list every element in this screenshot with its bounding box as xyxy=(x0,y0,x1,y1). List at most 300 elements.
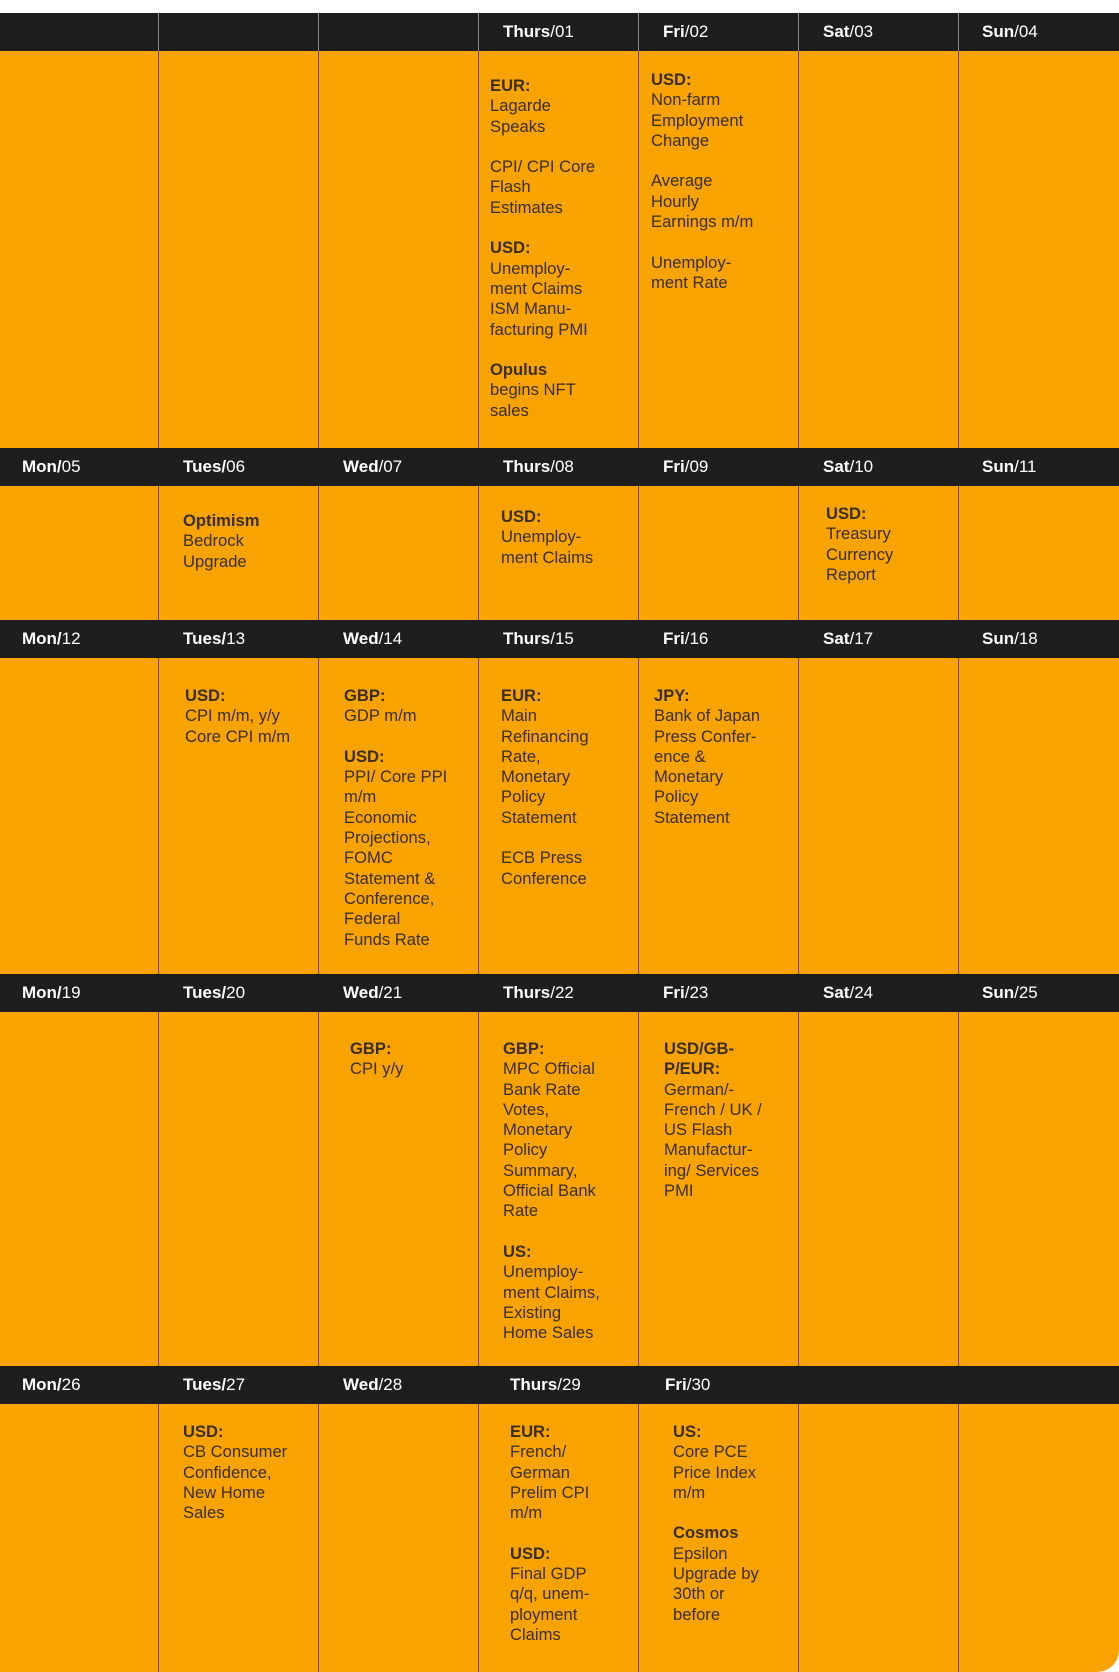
day-label xyxy=(982,983,1038,1003)
event-item xyxy=(490,76,595,137)
column-divider xyxy=(158,658,159,974)
event-item xyxy=(490,157,595,218)
column-divider xyxy=(798,1404,799,1672)
event-line: ment Claims xyxy=(490,278,583,298)
day-number: /16 xyxy=(684,629,709,648)
event-line: MPC Official xyxy=(503,1059,595,1079)
event-line: Main xyxy=(501,706,537,726)
event-line: Monetary xyxy=(503,1120,573,1140)
day-events xyxy=(344,686,447,950)
day-label xyxy=(982,22,1038,42)
column-divider xyxy=(158,1404,159,1672)
event-item xyxy=(501,507,593,568)
event-line: ing/ Services xyxy=(664,1160,759,1180)
event-line: German/- xyxy=(664,1079,735,1099)
day-name: Sat xyxy=(823,983,850,1002)
event-line: q/q, unem- xyxy=(510,1584,590,1604)
event-line: ence & xyxy=(654,746,706,766)
header-divider xyxy=(478,13,479,51)
day-name: Sat xyxy=(823,457,850,476)
day-label xyxy=(183,1375,245,1395)
column-divider xyxy=(478,51,479,448)
event-title: USD: xyxy=(185,686,226,705)
day-name: Thurs xyxy=(503,983,551,1002)
column-divider xyxy=(958,1012,959,1366)
event-line: m/m xyxy=(510,1503,543,1523)
event-line: ment Claims xyxy=(501,547,594,567)
event-item xyxy=(183,1422,287,1523)
day-number: 13 xyxy=(226,629,246,648)
event-line: Upgrade by xyxy=(673,1564,759,1584)
day-label xyxy=(183,629,245,649)
event-item xyxy=(503,1242,600,1343)
day-events xyxy=(490,76,595,421)
event-line: Press Confer- xyxy=(654,726,757,746)
day-number: 26 xyxy=(61,1375,81,1394)
event-item xyxy=(185,686,290,747)
header-divider xyxy=(158,620,159,658)
day-name: Sat xyxy=(823,22,850,41)
day-label xyxy=(663,22,708,42)
event-line: Monetary xyxy=(501,767,571,787)
day-number: 27 xyxy=(226,1375,246,1394)
day-events xyxy=(651,70,753,293)
day-label xyxy=(343,983,402,1003)
day-name: Sun xyxy=(982,22,1015,41)
event-title: EUR: xyxy=(510,1422,551,1441)
event-line: CPI m/m, y/y xyxy=(185,706,280,726)
event-item xyxy=(344,747,447,950)
event-line: Unemploy- xyxy=(490,258,571,278)
event-line: German xyxy=(510,1462,570,1482)
day-number: /23 xyxy=(684,983,709,1002)
header-divider xyxy=(958,448,959,486)
column-divider xyxy=(958,486,959,620)
day-number: /24 xyxy=(849,983,874,1002)
day-label xyxy=(503,22,574,42)
day-events xyxy=(826,504,893,585)
day-label xyxy=(343,1375,402,1395)
header-divider xyxy=(158,974,159,1012)
header-divider xyxy=(638,448,639,486)
day-label xyxy=(982,457,1036,477)
event-line: Final GDP xyxy=(510,1564,587,1584)
event-line: m/m xyxy=(673,1482,706,1502)
column-divider xyxy=(798,658,799,974)
day-label xyxy=(823,457,873,477)
day-number: /02 xyxy=(684,22,709,41)
day-events xyxy=(185,686,290,747)
day-label xyxy=(510,1375,581,1395)
event-line: CB Consumer xyxy=(183,1442,288,1462)
event-title: EUR: xyxy=(501,686,542,705)
event-item xyxy=(651,253,753,294)
event-line: French/ xyxy=(510,1442,567,1462)
event-line: PMI xyxy=(664,1181,694,1201)
event-line: Epsilon xyxy=(673,1543,728,1563)
event-line: Average xyxy=(651,171,713,191)
event-item xyxy=(654,686,760,828)
day-label xyxy=(343,457,402,477)
day-name: Thurs xyxy=(503,22,551,41)
day-events xyxy=(654,686,760,828)
event-line: Policy xyxy=(501,787,546,807)
event-item xyxy=(183,511,260,572)
header-divider xyxy=(798,974,799,1012)
day-events xyxy=(501,507,593,568)
header-divider xyxy=(798,448,799,486)
column-divider xyxy=(798,1012,799,1366)
event-line: facturing PMI xyxy=(490,319,588,339)
event-item xyxy=(503,1039,600,1222)
event-item xyxy=(501,848,589,889)
column-divider xyxy=(958,1404,959,1672)
day-label xyxy=(22,983,81,1003)
column-divider xyxy=(958,51,959,448)
day-name: Tues/ xyxy=(183,629,227,648)
day-label xyxy=(663,457,708,477)
event-line: Core CPI m/m xyxy=(185,726,291,746)
day-label xyxy=(343,629,402,649)
day-number: /04 xyxy=(1014,22,1038,41)
day-name: Fri xyxy=(663,457,685,476)
day-number: 05 xyxy=(61,457,81,476)
event-item xyxy=(510,1544,589,1645)
day-number: 06 xyxy=(226,457,246,476)
header-divider xyxy=(478,1366,479,1404)
day-label xyxy=(183,457,245,477)
day-name: Thurs xyxy=(503,629,551,648)
day-label xyxy=(663,629,708,649)
event-line: CPI y/y xyxy=(350,1059,404,1079)
day-events xyxy=(350,1039,403,1080)
event-line: US Flash xyxy=(664,1120,733,1140)
event-line: Upgrade xyxy=(183,551,247,571)
day-events xyxy=(510,1422,589,1645)
event-line: Currency xyxy=(826,544,894,564)
day-number: /21 xyxy=(378,983,403,1002)
day-events xyxy=(664,1039,762,1201)
day-name: Sat xyxy=(823,629,850,648)
header-divider xyxy=(318,13,319,51)
event-line: Unemploy- xyxy=(651,252,732,272)
header-divider xyxy=(638,620,639,658)
day-number: /10 xyxy=(849,457,874,476)
day-events xyxy=(183,511,260,572)
day-label xyxy=(663,983,708,1003)
day-number: /17 xyxy=(849,629,874,648)
event-title: USD: xyxy=(183,1422,224,1441)
event-item xyxy=(673,1523,759,1624)
day-number: /15 xyxy=(550,629,574,648)
event-item xyxy=(344,686,447,727)
day-name: Mon/ xyxy=(22,1375,62,1394)
column-divider xyxy=(318,1404,319,1672)
event-title: GBP: xyxy=(503,1039,545,1058)
event-line: Projections, xyxy=(344,828,431,848)
event-item xyxy=(651,171,753,232)
event-line: Claims xyxy=(510,1624,561,1644)
event-item xyxy=(651,70,753,151)
header-divider xyxy=(158,13,159,51)
event-title: USD: xyxy=(501,507,542,526)
event-line: before xyxy=(673,1604,721,1624)
event-title: US: xyxy=(503,1241,532,1261)
event-line: m/m xyxy=(344,787,377,807)
header-divider xyxy=(638,13,639,51)
event-line: Employment xyxy=(651,110,744,130)
day-name: Wed xyxy=(343,1375,379,1394)
day-name: Sun xyxy=(982,457,1015,476)
event-line: Home Sales xyxy=(503,1323,594,1343)
day-number: /18 xyxy=(1014,629,1038,648)
event-line: Report xyxy=(826,564,876,584)
event-title: USD: xyxy=(510,1543,551,1563)
day-name: Mon/ xyxy=(22,457,62,476)
event-line: Non-farm xyxy=(651,90,721,110)
day-number: /22 xyxy=(550,983,574,1002)
column-divider xyxy=(158,486,159,620)
event-line: begins NFT xyxy=(490,380,576,400)
day-name: Fri xyxy=(663,22,685,41)
event-line: Estimates xyxy=(490,197,563,217)
event-line: French / UK / xyxy=(664,1099,762,1119)
event-line: Lagarde xyxy=(490,96,551,116)
day-label xyxy=(982,629,1038,649)
event-title: US: xyxy=(673,1422,702,1441)
event-line: Rate xyxy=(503,1201,539,1221)
event-item xyxy=(350,1039,403,1080)
event-title: JPY: xyxy=(654,686,690,705)
day-number: /03 xyxy=(849,22,874,41)
header-divider xyxy=(798,620,799,658)
event-item xyxy=(664,1039,762,1201)
event-item xyxy=(501,686,589,828)
event-line: Price Index xyxy=(673,1462,757,1482)
event-line: Refinancing xyxy=(501,726,589,746)
week-header xyxy=(0,448,1119,486)
event-line: Hourly xyxy=(651,191,699,211)
day-name: Thurs xyxy=(503,457,551,476)
event-line: Bank Rate xyxy=(503,1079,581,1099)
day-name: Fri xyxy=(663,983,685,1002)
day-label xyxy=(183,983,245,1003)
column-divider xyxy=(638,486,639,620)
day-name: Fri xyxy=(663,629,685,648)
event-line: Statement xyxy=(501,807,577,827)
header-divider xyxy=(958,13,959,51)
event-line: Statement & xyxy=(344,868,436,888)
header-divider xyxy=(798,13,799,51)
event-title: USD: xyxy=(826,504,867,523)
header-divider xyxy=(318,448,319,486)
column-divider xyxy=(478,1012,479,1366)
week-header xyxy=(0,13,1119,51)
day-name: Mon/ xyxy=(22,629,62,648)
event-title: USD: xyxy=(344,746,385,766)
day-events xyxy=(183,1422,287,1523)
column-divider xyxy=(958,658,959,974)
column-divider xyxy=(638,51,639,448)
header-divider xyxy=(158,448,159,486)
event-line: sales xyxy=(490,400,529,420)
event-line: Rate, xyxy=(501,746,541,766)
event-title: Cosmos xyxy=(673,1523,739,1543)
event-line: Flash xyxy=(490,177,531,197)
day-number: 20 xyxy=(226,983,246,1002)
event-title: GBP: xyxy=(344,686,386,705)
day-name: Tues/ xyxy=(183,983,227,1002)
event-line: Conference, xyxy=(344,888,435,908)
column-divider xyxy=(478,1404,479,1672)
column-divider xyxy=(638,658,639,974)
event-line: Bedrock xyxy=(183,531,244,551)
event-line: Earnings m/m xyxy=(651,212,754,232)
event-item xyxy=(673,1422,759,1503)
event-line: Votes, xyxy=(503,1099,550,1119)
event-line: Bank of Japan xyxy=(654,706,761,726)
header-divider xyxy=(318,1366,319,1404)
day-label xyxy=(503,457,574,477)
event-line: New Home xyxy=(183,1482,266,1502)
header-divider xyxy=(638,974,639,1012)
column-divider xyxy=(318,486,319,620)
event-line: Change xyxy=(651,130,710,150)
event-line: ment Claims, xyxy=(503,1282,600,1302)
event-line: 30th or xyxy=(673,1584,725,1604)
event-item xyxy=(510,1422,589,1523)
event-line: Confidence, xyxy=(183,1462,272,1482)
event-line: CPI/ CPI Core xyxy=(490,157,596,177)
day-label xyxy=(22,629,81,649)
day-name: Sun xyxy=(982,983,1015,1002)
day-number: /28 xyxy=(378,1375,403,1394)
event-title: EUR: xyxy=(490,76,531,95)
column-divider xyxy=(478,658,479,974)
day-number: /08 xyxy=(550,457,574,476)
column-divider xyxy=(638,1012,639,1366)
day-number: /29 xyxy=(557,1375,581,1394)
event-line: Funds Rate xyxy=(344,929,430,949)
event-line: Existing xyxy=(503,1302,562,1322)
event-line: Unemploy- xyxy=(501,527,582,547)
event-line: PPI/ Core PPI xyxy=(344,767,448,787)
day-label xyxy=(823,22,873,42)
event-line: Treasury xyxy=(826,524,891,544)
column-divider xyxy=(158,51,159,448)
event-line: Policy xyxy=(503,1140,548,1160)
event-title: GBP: xyxy=(350,1039,392,1058)
event-title: USD/GB- P/EUR: xyxy=(664,1039,735,1079)
event-line: ISM Manu- xyxy=(490,299,572,319)
day-label xyxy=(665,1375,710,1395)
event-line: Unemploy- xyxy=(503,1262,584,1282)
day-number: /14 xyxy=(378,629,403,648)
event-line: ECB Press xyxy=(501,848,583,868)
event-line: Conference xyxy=(501,868,587,888)
event-line: Summary, xyxy=(503,1160,578,1180)
column-divider xyxy=(318,658,319,974)
day-name: Sun xyxy=(982,629,1015,648)
day-label xyxy=(823,983,873,1003)
column-divider xyxy=(318,1012,319,1366)
day-events xyxy=(501,686,589,889)
day-label xyxy=(22,457,81,477)
event-item xyxy=(490,360,595,421)
day-name: Mon/ xyxy=(22,983,62,1002)
column-divider xyxy=(638,1404,639,1672)
event-line: Manufactur- xyxy=(664,1140,753,1160)
header-divider xyxy=(958,620,959,658)
day-number: /30 xyxy=(686,1375,711,1394)
header-divider xyxy=(478,620,479,658)
day-number: /11 xyxy=(1014,457,1037,476)
event-line: GDP m/m xyxy=(344,706,417,726)
header-divider xyxy=(318,620,319,658)
day-number: /25 xyxy=(1014,983,1038,1002)
day-number: /07 xyxy=(378,457,403,476)
day-events xyxy=(673,1422,759,1625)
column-divider xyxy=(158,1012,159,1366)
day-label xyxy=(503,983,574,1003)
day-number: 12 xyxy=(61,629,81,648)
header-divider xyxy=(958,1366,959,1404)
event-line: Federal xyxy=(344,909,401,929)
day-name: Wed xyxy=(343,457,379,476)
day-number: /01 xyxy=(550,22,574,41)
event-line: Core PCE xyxy=(673,1442,748,1462)
event-title: USD: xyxy=(490,238,531,258)
event-line: Policy xyxy=(654,787,699,807)
event-line: Official Bank xyxy=(503,1181,596,1201)
day-number: 19 xyxy=(61,983,81,1002)
day-label xyxy=(22,1375,81,1395)
header-divider xyxy=(798,1366,799,1404)
header-divider xyxy=(958,974,959,1012)
event-title: Opulus xyxy=(490,360,548,380)
event-line: Economic xyxy=(344,807,417,827)
event-item xyxy=(490,238,595,339)
day-name: Wed xyxy=(343,983,379,1002)
week-header xyxy=(0,620,1119,658)
event-line: Sales xyxy=(183,1503,225,1523)
event-title: Optimism xyxy=(183,511,260,530)
header-divider xyxy=(638,1366,639,1404)
day-name: Wed xyxy=(343,629,379,648)
event-title: USD: xyxy=(651,70,692,89)
week-header xyxy=(0,1366,1119,1404)
header-divider xyxy=(318,974,319,1012)
event-line: ment Rate xyxy=(651,272,728,292)
column-divider xyxy=(798,51,799,448)
day-name: Tues/ xyxy=(183,457,227,476)
event-item xyxy=(826,504,893,585)
day-name: Fri xyxy=(665,1375,687,1394)
column-divider xyxy=(478,486,479,620)
day-events xyxy=(503,1039,600,1343)
column-divider xyxy=(318,51,319,448)
day-name: Tues/ xyxy=(183,1375,227,1394)
header-divider xyxy=(158,1366,159,1404)
event-line: Speaks xyxy=(490,116,546,136)
day-label xyxy=(823,629,873,649)
column-divider xyxy=(798,486,799,620)
event-line: Prelim CPI xyxy=(510,1482,590,1502)
event-line: Monetary xyxy=(654,767,724,787)
day-number: /09 xyxy=(684,457,709,476)
header-divider xyxy=(478,974,479,1012)
event-line: FOMC xyxy=(344,848,393,868)
